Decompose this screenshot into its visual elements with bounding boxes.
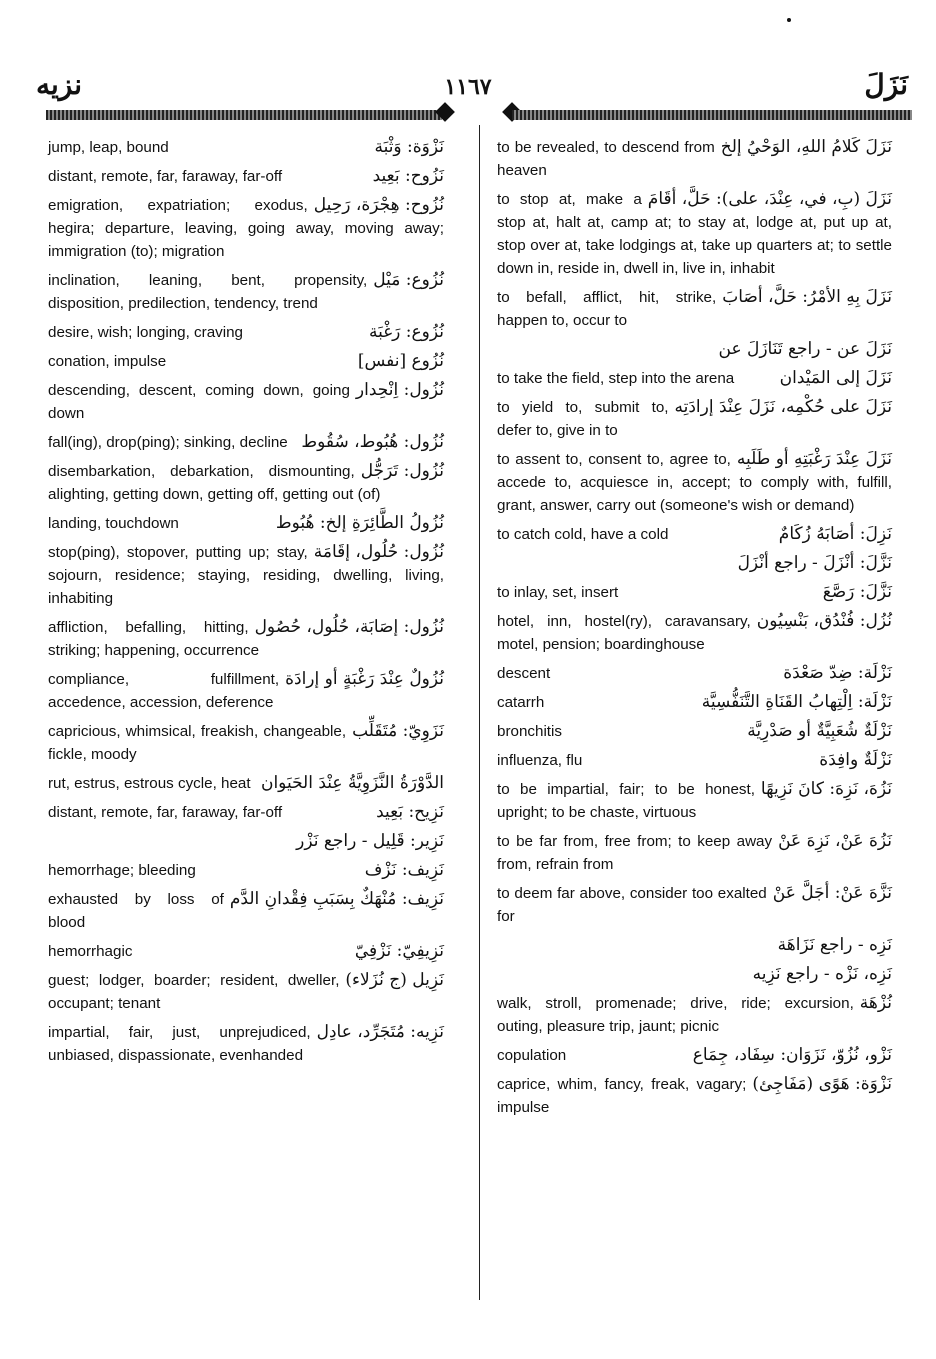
- entry-definition: to be impartial, fair; to be honest, upright; to be chaste, virtuous: [497, 781, 755, 821]
- entry-headword: نَزْلَة: اِلْتِهابُ القَنَاةِ التَّنَفُّسِيَّة: [701, 692, 892, 712]
- entry-headword: نَزْلَةٌ وافِدَة: [819, 750, 892, 770]
- dictionary-entry: [48, 969, 444, 1015]
- entry-headword: نَزْو، نُزُوّ، نَزَوَان: سِفَاد، جِمَاع: [692, 1045, 892, 1065]
- dictionary-entry: [497, 448, 892, 517]
- stray-dot: [787, 18, 791, 22]
- left-column: [48, 136, 444, 1073]
- entry-headword: نَزِه، نَزْه - راجع نَزِيه: [752, 964, 892, 984]
- dictionary-entry: [497, 749, 892, 772]
- entry-definition: inclination, leaning, bent, propensity, disposition, predilection, tendency, trend: [48, 272, 368, 312]
- dictionary-entry: [48, 512, 444, 535]
- entry-definition: to befall, afflict, hit, strike, happen to, occur to: [497, 289, 717, 329]
- dictionary-entry: [497, 1044, 892, 1067]
- entry-headword: نُزُوح: هِجْرَة، رَحِيل: [313, 195, 444, 215]
- entry-headword: نَزَلَ إلى المَيْدان: [779, 368, 892, 388]
- entry-headword: نَزَلَ كَلامُ اللهِ، الوَحْيُ إلخ: [720, 137, 892, 157]
- entry-headword: نَزْوَة: وَثْبَة: [374, 137, 444, 157]
- header-rule-right: [512, 110, 912, 120]
- entry-headword: نَزُهَ عَنْ، نَزِهَ عَنْ: [778, 831, 892, 851]
- dictionary-entry: [497, 367, 892, 390]
- entry-headword: نَزْلَة: ضِدّ صَعْدَة: [783, 663, 892, 683]
- entry-headword: نُزُوع: رَغْبَة: [369, 322, 444, 342]
- entry-definition: compliance, fulfillment, accedence, accession, deference: [48, 671, 280, 711]
- dictionary-entry: [497, 136, 892, 182]
- entry-definition: exhausted by loss of blood: [48, 891, 224, 931]
- entry-headword: نُزُوع: مَيْل: [373, 270, 444, 290]
- entry-definition: impartial, fair, just, unprejudiced, unbiased, dispassionate, evenhanded: [48, 1024, 311, 1064]
- entry-definition: to be far from, free from; to keep away from, refrain from: [497, 833, 773, 873]
- entry-headword: نَزِه - راجع نَزَاهَة: [777, 935, 892, 955]
- dictionary-entry: [497, 396, 892, 442]
- entry-definition: distant, remote, far, faraway, far-off: [48, 168, 283, 185]
- dictionary-entry: [48, 940, 444, 963]
- dictionary-entry: [497, 691, 892, 714]
- entry-definition: rut, estrus, estrous cycle, heat: [48, 775, 251, 792]
- entry-definition: walk, stroll, promenade; drive, ride; excursion, outing, pleasure trip, jaunt; picnic: [497, 995, 854, 1035]
- entry-definition: to inlay, set, insert: [497, 584, 619, 601]
- dictionary-entry: [497, 963, 892, 986]
- dictionary-entry: [497, 286, 892, 332]
- entry-definition: to catch cold, have a cold: [497, 526, 669, 543]
- entry-headword: نَزِير: قَلِيل - راجع نَزْر: [296, 831, 444, 851]
- entry-headword: نَزُهَ، نَزِهَ: كانَ نَزِيهًا: [760, 779, 892, 799]
- dictionary-entry: [497, 338, 892, 361]
- dictionary-entry: [497, 934, 892, 957]
- entry-headword: نُزُول: تَرَجُّل: [360, 461, 444, 481]
- dictionary-entry: [48, 194, 444, 263]
- entry-definition: desire, wish; longing, craving: [48, 324, 244, 341]
- entry-definition: caprice, whim, fancy, freak, vagary; impulse: [497, 1076, 747, 1116]
- header-word-right: نَزَلَ: [864, 68, 908, 101]
- dictionary-entry: [497, 1073, 892, 1119]
- entry-headword: نَزْوَة: هَوًى (مَفَاجِئ): [752, 1074, 892, 1094]
- entry-headword: نَزَلَ عِنْدَ رَغْبَتِهِ أو طَلَبِه: [736, 449, 892, 469]
- dictionary-entry: [497, 830, 892, 876]
- dictionary-entry: [497, 552, 892, 575]
- dictionary-entry: [497, 610, 892, 656]
- entry-definition: to be revealed, to descend from heaven: [497, 139, 715, 179]
- dictionary-entry: [48, 801, 444, 824]
- entry-headword: نَزَلَ على حُكْمِه، نَزَلَ عِنْدَ إرادَتِه: [674, 397, 892, 417]
- entry-definition: bronchitis: [497, 723, 562, 740]
- entry-definition: conation, impulse: [48, 353, 167, 370]
- dictionary-entry: [48, 460, 444, 506]
- entry-definition: catarrh: [497, 694, 545, 711]
- header-word-left: نزيه: [36, 68, 83, 101]
- entry-headword: نَزَّلَ: أنْزَلَ - راجع أنْزَلَ: [737, 553, 892, 573]
- entry-headword: نُزُل: فُنْدُق، بَنْسِيُون: [756, 611, 892, 631]
- entry-headword: نَزَلَ (بِ، في، عِنْدَ، على): حَلَّ، أقَامَ: [647, 189, 892, 209]
- entry-definition: to take the field, step into the arena: [497, 370, 735, 387]
- dictionary-entry: [497, 581, 892, 604]
- entry-headword: نُزُول: إصَابَة، حُلُول، حُصُول: [254, 617, 444, 637]
- entry-headword: نُزُول: هُبُوط، سُقُوط: [301, 432, 444, 452]
- entry-headword: نَزْلَةٌ شُعَبِيَّةٌ أو صَدْرِيَّة: [747, 721, 892, 741]
- entry-definition: to deem far above, consider too exalted for: [497, 885, 767, 925]
- dictionary-entry: [48, 321, 444, 344]
- entry-definition: influenza, flu: [497, 752, 583, 769]
- dictionary-entry: [48, 772, 444, 795]
- dictionary-entry: [48, 541, 444, 610]
- entry-definition: to assent to, consent to, agree to, accede to, acquiesce in, accept; to comply with, fulfill, grant, answer, carry out (someone's wish or demand): [497, 451, 892, 514]
- entry-headword: نُزُول: اِنْحِدار: [355, 380, 444, 400]
- entry-definition: descent: [497, 665, 551, 682]
- dictionary-entry: [48, 350, 444, 373]
- entry-headword: نَزَّلَ: رَصَّعَ: [822, 582, 892, 602]
- entry-headword: نَزِيفِيّ: نَزْفِيّ: [354, 941, 444, 961]
- dictionary-entry: [48, 136, 444, 159]
- dictionary-entry: [48, 616, 444, 662]
- entry-headword: نُزُول: حُلُول، إقَامَة: [313, 542, 444, 562]
- dictionary-entry: [48, 830, 444, 853]
- dictionary-entry: [497, 720, 892, 743]
- entry-definition: emigration, expatriation; exodus, hegira; departure, leaving, going away, moving away; immigration (to); migration: [48, 197, 444, 260]
- entry-definition: hemorrhage; bleeding: [48, 862, 196, 879]
- dictionary-entry: [48, 668, 444, 714]
- entry-definition: capricious, whimsical, freakish, changeable, fickle, moody: [48, 723, 347, 763]
- entry-definition: distant, remote, far, faraway, far-off: [48, 804, 283, 821]
- dictionary-entry: [497, 882, 892, 928]
- entry-definition: to stop at, make a stop at, halt at, camp at; to stay at, lodge at, put up at, stop over at, take lodgings at, take up quarters at; to settle down in, reside in, dwell in, live in, inhabit: [497, 191, 892, 277]
- entry-definition: guest; lodger, boarder; resident, dweller, occupant; tenant: [48, 972, 340, 1012]
- page-number: ١١٦٧: [444, 74, 492, 100]
- dictionary-entry: [48, 431, 444, 454]
- entry-headword: نُزُولٌ عِنْدَ رَغْبَةٍ أو إرادَة: [285, 669, 444, 689]
- dictionary-entry: [48, 720, 444, 766]
- entry-definition: landing, touchdown: [48, 515, 179, 532]
- dictionary-entry: [48, 859, 444, 882]
- entry-headword: نَزِيف: نَزْف: [364, 860, 444, 880]
- entry-headword: نَزِلَ: أصَابَهُ زُكَامٌ: [778, 524, 892, 544]
- entry-headword: نَزَلَ عن - راجع تَنَازَلَ عن: [718, 339, 892, 359]
- entry-definition: disembarkation, debarkation, dismounting, alighting, getting down, getting off, getting out (of): [48, 463, 381, 503]
- dictionary-entry: [497, 662, 892, 685]
- header-rule-left: [46, 110, 442, 120]
- right-column: [497, 136, 892, 1125]
- entry-definition: affliction, befalling, hitting, striking; happening, occurrence: [48, 619, 260, 659]
- entry-definition: fall(ing), drop(ping); sinking, decline: [48, 434, 288, 451]
- entry-definition: stop(ping), stopover, putting up; stay, sojourn, residence; staying, residing, dwelling, living, inhabiting: [48, 544, 444, 607]
- entry-definition: descending, descent, coming down, going down: [48, 382, 350, 422]
- dictionary-entry: [497, 992, 892, 1038]
- entry-headword: نَزِيف: مُنْهَكٌ بِسَبَبِ فِقْدانِ الدَّم: [229, 889, 444, 909]
- dictionary-entry: [48, 1021, 444, 1067]
- dictionary-entry: [497, 778, 892, 824]
- entry-headword: نَزَلَ بِهِ الأمْرُ: حَلَّ، أصَابَ: [722, 287, 892, 307]
- entry-headword: نُزُوع [نفس]: [357, 351, 444, 371]
- entry-headword: نَزِيه: مُتَجَرِّد، عادِل: [316, 1022, 444, 1042]
- column-divider: [479, 125, 480, 1300]
- entry-definition: to yield to, submit to, defer to, give in to: [497, 399, 669, 439]
- dictionary-entry: [497, 523, 892, 546]
- entry-headword: الدَّوْرَةُ النَّزَوِيَّةُ عِنْدَ الحَيَوان: [260, 773, 444, 793]
- entry-headword: نَزَوِيّ: مُتَقَلِّب: [352, 721, 444, 741]
- dictionary-entry: [48, 379, 444, 425]
- entry-definition: copulation: [497, 1047, 567, 1064]
- dictionary-entry: [48, 269, 444, 315]
- entry-headword: نَزِيل (ج نُزَلاء): [345, 970, 444, 990]
- entry-headword: نَزُوح: بَعِيد: [372, 166, 444, 186]
- entry-headword: نَزَّهَ عَنْ: أجَلَّ عَنْ: [772, 883, 892, 903]
- entry-definition: jump, leap, bound: [48, 139, 169, 156]
- dictionary-entry: [497, 188, 892, 280]
- dictionary-entry: [48, 165, 444, 188]
- dictionary-entry: [48, 888, 444, 934]
- entry-definition: hemorrhagic: [48, 943, 133, 960]
- entry-headword: نَزِيح: بَعِيد: [376, 802, 444, 822]
- entry-headword: نُزُولُ الطَّائِرَةِ إلخ: هُبُوط: [275, 513, 444, 533]
- entry-headword: نُزْهَة: [859, 993, 892, 1013]
- entry-definition: hotel, inn, hostel(ry), caravansary, motel, pension; boardinghouse: [497, 613, 751, 653]
